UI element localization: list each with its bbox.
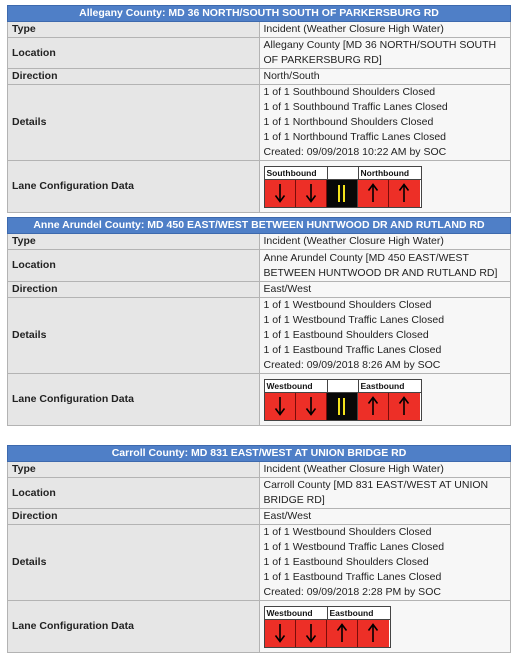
location-value: Allegany County [MD 36 NORTH/SOUTH SOUTH OF PARKERSBURG RD] [259,38,511,69]
details-label: Details [8,525,260,601]
median-caption [328,167,359,179]
lane-config-label-line2: Data [111,180,134,192]
detail-line: 1 of 1 Northbound Shoulders Closed [263,116,434,128]
lane-config-label-line1: Lane Configuration [12,620,109,632]
arrow-down-icon [274,183,286,203]
arrow-down-icon [274,396,286,416]
lane-config-label [8,161,260,213]
lane-config-label-line2: Data [111,393,134,405]
lane-caption-left: Southbound [265,167,328,179]
detail-line: 1 of 1 Eastbound Traffic Lanes Closed [263,571,442,583]
lane-config-value [259,374,511,426]
closed-lane [358,180,389,207]
details-value [259,85,511,161]
type-value: Incident (Weather Closure High Water) [259,234,511,250]
arrow-down-icon [305,183,317,203]
lane-diagram [264,606,391,648]
lane-config-label-line2: Data [111,620,134,632]
lane-config-label-line1: Lane Configuration [12,393,109,405]
median-caption [328,380,359,392]
incident-table-carroll [7,445,511,653]
closed-lane [358,393,389,420]
lane-diagram [264,379,422,421]
incident-header: Carroll County: MD 831 EAST/WEST AT UNION BRIDGE RD [8,446,511,462]
location-value: Anne Arundel County [MD 450 EAST/WEST BETWEEN HUNTWOOD DR AND RUTLAND RD] [259,250,511,282]
lane-caption-right: Eastbound [359,380,421,392]
details-label: Details [8,85,260,161]
detail-created: Created: 09/09/2018 8:26 AM by SOC [263,359,441,371]
detail-line: 1 of 1 Eastbound Traffic Lanes Closed [263,344,442,356]
details-value [259,298,511,374]
detail-line: 1 of 1 Northbound Traffic Lanes Closed [263,131,447,143]
location-label: Location [8,38,260,69]
details-label: Details [8,298,260,374]
arrow-up-icon [398,183,410,203]
arrow-down-icon [305,396,317,416]
incident-header: Anne Arundel County: MD 450 EAST/WEST BETWEEN HUNTWOOD DR AND RUTLAND RD [8,218,511,234]
direction-value: East/West [259,509,511,525]
arrow-up-icon [367,183,379,203]
lane-caption-left: Westbound [265,380,328,392]
direction-label: Direction [8,282,260,298]
incident-table-anne-arundel [7,217,511,426]
lane-config-value [259,601,511,653]
arrow-down-icon [274,623,286,643]
location-value: Carroll County [MD 831 EAST/WEST AT UNION BRIDGE RD] [259,478,511,509]
lane-config-label [8,374,260,426]
direction-value: East/West [259,282,511,298]
closed-lane [358,620,389,647]
detail-line: 1 of 1 Southbound Shoulders Closed [263,86,436,98]
arrow-up-icon [367,623,379,643]
detail-line: 1 of 1 Eastbound Shoulders Closed [263,329,429,341]
detail-created: Created: 09/09/2018 10:22 AM by SOC [263,146,447,158]
incident-table-allegany [7,5,511,213]
detail-line: 1 of 1 Southbound Traffic Lanes Closed [263,101,448,113]
lane-config-value [259,161,511,213]
lane-diagram [264,166,422,208]
closed-lane [296,393,327,420]
median-divider [327,393,358,420]
direction-label: Direction [8,509,260,525]
detail-created: Created: 09/09/2018 2:28 PM by SOC [263,586,441,598]
lane-config-label [8,601,260,653]
location-label: Location [8,250,260,282]
detail-line: 1 of 1 Westbound Shoulders Closed [263,526,432,538]
closed-lane [296,620,327,647]
lane-caption-left: Westbound [265,607,328,619]
lane-caption-right: Eastbound [328,607,390,619]
closed-lane [265,393,296,420]
closed-lane [389,393,420,420]
closed-lane [327,620,358,647]
type-value: Incident (Weather Closure High Water) [259,462,511,478]
location-label: Location [8,478,260,509]
arrow-up-icon [398,396,410,416]
detail-line: 1 of 1 Westbound Traffic Lanes Closed [263,314,445,326]
arrow-down-icon [305,623,317,643]
type-label: Type [8,462,260,478]
lane-caption-right: Northbound [359,167,421,179]
closed-lane [296,180,327,207]
details-value [259,525,511,601]
closed-lane [265,620,296,647]
lane-config-label-line1: Lane Configuration [12,180,109,192]
median-divider [327,180,358,207]
detail-line: 1 of 1 Westbound Shoulders Closed [263,299,432,311]
arrow-up-icon [336,623,348,643]
direction-label: Direction [8,69,260,85]
arrow-up-icon [367,396,379,416]
type-label: Type [8,22,260,38]
type-value: Incident (Weather Closure High Water) [259,22,511,38]
incident-header: Allegany County: MD 36 NORTH/SOUTH SOUTH OF PARKERSBURG RD [8,6,511,22]
direction-value: North/South [259,69,511,85]
detail-line: 1 of 1 Eastbound Shoulders Closed [263,556,429,568]
type-label: Type [8,234,260,250]
detail-line: 1 of 1 Westbound Traffic Lanes Closed [263,541,445,553]
closed-lane [389,180,420,207]
closed-lane [265,180,296,207]
